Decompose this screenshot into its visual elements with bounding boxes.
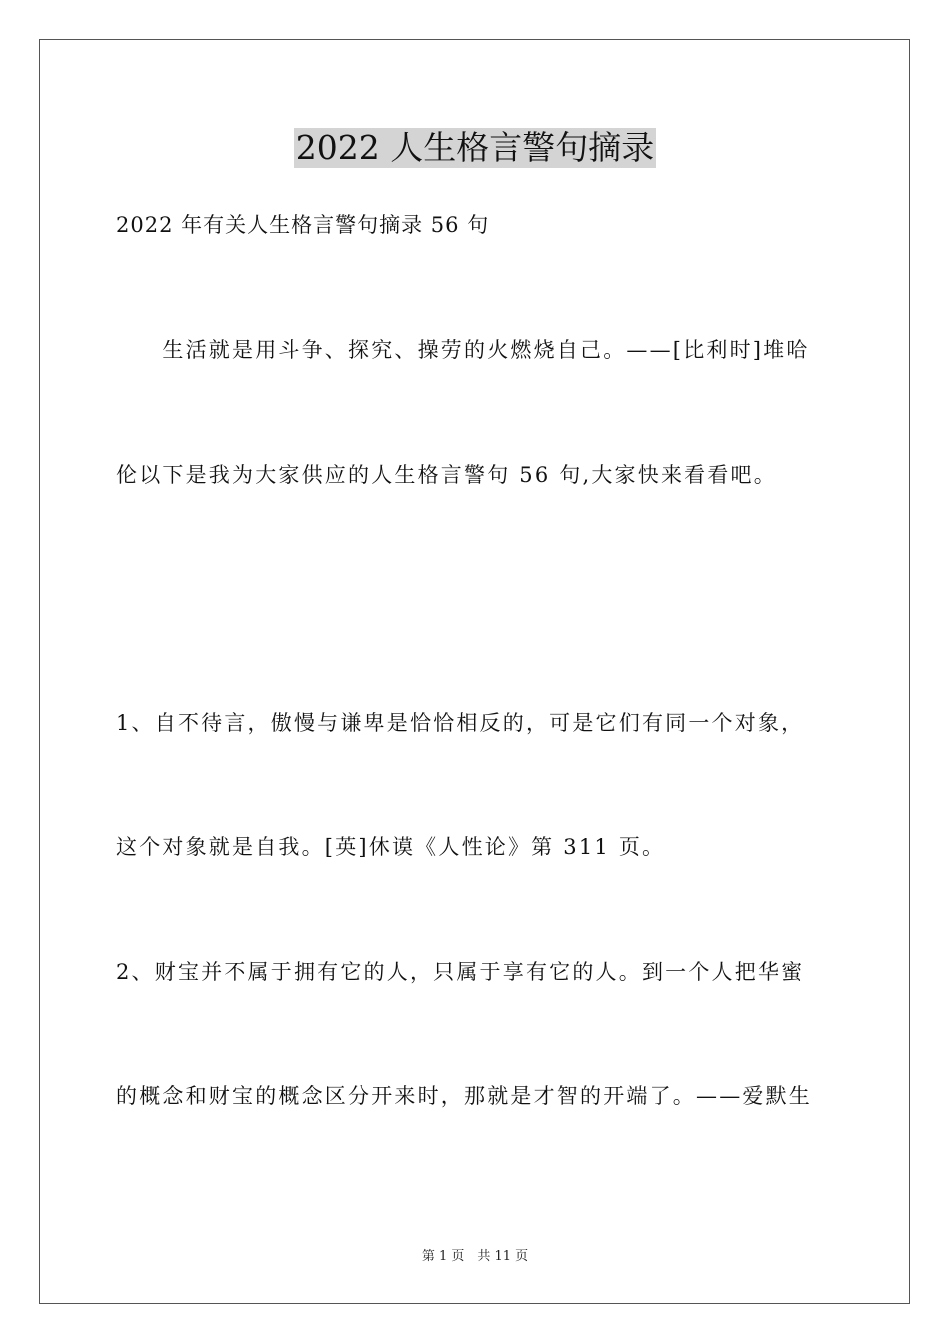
page-footer: 第 1 页 共 11 页: [421, 1249, 529, 1264]
body-line-4: 这个对象就是自我。[英]休谟《人性论》第 311 页。: [116, 835, 666, 859]
body-line-5: 2、财宝并不属于拥有它的人，只属于享有它的人。到一个人把华蜜: [116, 960, 805, 984]
body-line-1: 生活就是用斗争、探究、操劳的火燃烧自己。——[比利时]堆哈: [116, 338, 810, 362]
title-container: [0, 128, 950, 168]
document-title: 2022 人生格言警句摘录: [295, 128, 655, 167]
body-line-3: 1、自不待言，傲慢与谦卑是恰恰相反的，可是它们有同一个对象，: [116, 711, 805, 735]
body-line-2: 伦以下是我为大家供应的人生格言警句 56 句,大家快来看看吧。: [116, 463, 777, 487]
body-line-6: 的概念和财宝的概念区分开来时，那就是才智的开端了。——爱默生: [116, 1084, 812, 1108]
document-subtitle: 2022 年有关人生格言警句摘录 56 句: [116, 213, 490, 237]
